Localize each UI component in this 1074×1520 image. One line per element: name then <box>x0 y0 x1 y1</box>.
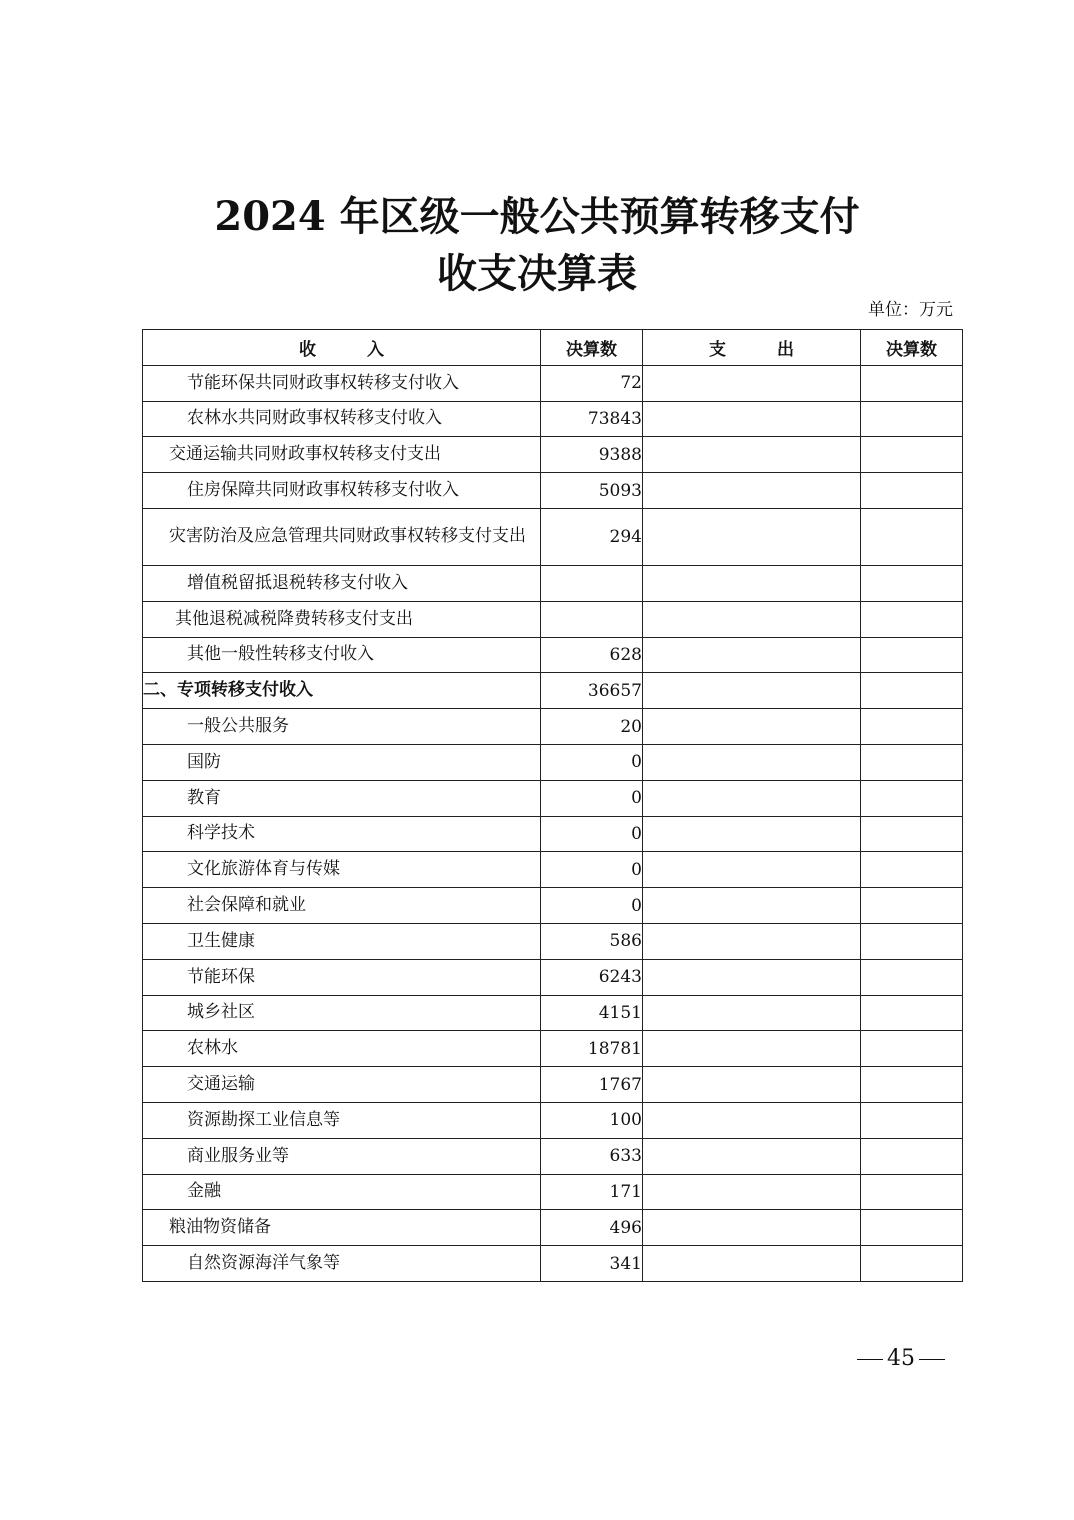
table-row <box>143 995 963 1031</box>
row-name: 城乡社区 <box>143 995 541 1031</box>
row-name: 文化旅游体育与传媒 <box>143 852 541 888</box>
table-row <box>143 1246 963 1282</box>
table-row <box>143 365 963 401</box>
row-name: 金融 <box>143 1174 541 1210</box>
row-name: 科学技术 <box>143 816 541 852</box>
row-name: 教育 <box>143 780 541 816</box>
header-expense-amount: 决算数 <box>861 330 963 366</box>
row-name: 一般公共服务 <box>143 709 541 745</box>
row-value: 72 <box>541 365 643 401</box>
expense-cell <box>643 565 861 601</box>
row-value: 0 <box>541 780 643 816</box>
row-value: 0 <box>541 816 643 852</box>
dash-right <box>919 1359 945 1360</box>
expense-amount-cell <box>861 1102 963 1138</box>
table-row <box>143 637 963 673</box>
table-row <box>143 565 963 601</box>
expense-cell <box>643 1246 861 1282</box>
expense-amount-cell <box>861 959 963 995</box>
row-value: 628 <box>541 637 643 673</box>
expense-cell <box>643 1031 861 1067</box>
expense-amount-cell <box>861 601 963 637</box>
row-value: 18781 <box>541 1031 643 1067</box>
row-name: 农林水 <box>143 1031 541 1067</box>
row-name: 其他一般性转移支付收入 <box>143 637 541 673</box>
table-row <box>143 601 963 637</box>
expense-amount-cell <box>861 473 963 509</box>
page-number-value: 45 <box>887 1346 915 1371</box>
expense-cell <box>643 744 861 780</box>
row-value: 20 <box>541 709 643 745</box>
budget-table <box>142 329 963 1282</box>
expense-amount-cell <box>861 744 963 780</box>
row-name: 增值税留抵退税转移支付收入 <box>143 565 541 601</box>
row-value: 73843 <box>541 401 643 437</box>
row-name: 农林水共同财政事权转移支付收入 <box>143 401 541 437</box>
header-income: 收 入 <box>143 330 541 366</box>
row-value: 36657 <box>541 673 643 709</box>
table-row <box>143 780 963 816</box>
expense-cell <box>643 365 861 401</box>
expense-cell <box>643 780 861 816</box>
row-value: 9388 <box>541 437 643 473</box>
expense-amount-cell <box>861 816 963 852</box>
row-name: 住房保障共同财政事权转移支付收入 <box>143 473 541 509</box>
table-row <box>143 709 963 745</box>
row-name: 社会保障和就业 <box>143 888 541 924</box>
expense-amount-cell <box>861 565 963 601</box>
table-row <box>143 888 963 924</box>
expense-cell <box>643 508 861 565</box>
expense-amount-cell <box>861 923 963 959</box>
table-row <box>143 923 963 959</box>
expense-amount-cell <box>861 508 963 565</box>
table-row <box>143 401 963 437</box>
row-name: 灾害防治及应急管理共同财政事权转移支付支出 <box>143 508 541 565</box>
expense-cell <box>643 637 861 673</box>
table-row <box>143 1031 963 1067</box>
expense-cell <box>643 995 861 1031</box>
row-value: 100 <box>541 1102 643 1138</box>
row-value: 0 <box>541 852 643 888</box>
row-name: 粮油物资储备 <box>143 1210 541 1246</box>
table-row <box>143 1102 963 1138</box>
expense-cell <box>643 816 861 852</box>
row-name: 节能环保共同财政事权转移支付收入 <box>143 365 541 401</box>
expense-amount-cell <box>861 888 963 924</box>
expense-cell <box>643 1138 861 1174</box>
row-name: 其他退税减税降费转移支付支出 <box>143 601 541 637</box>
expense-amount-cell <box>861 709 963 745</box>
row-name: 商业服务业等 <box>143 1138 541 1174</box>
expense-cell <box>643 473 861 509</box>
row-value: 496 <box>541 1210 643 1246</box>
dash-left <box>857 1359 883 1360</box>
table-row <box>143 1138 963 1174</box>
table-row <box>143 437 963 473</box>
expense-amount-cell <box>861 1174 963 1210</box>
expense-cell <box>643 1174 861 1210</box>
expense-cell <box>643 959 861 995</box>
header-income-amount: 决算数 <box>541 330 643 366</box>
expense-amount-cell <box>861 1138 963 1174</box>
expense-amount-cell <box>861 437 963 473</box>
expense-amount-cell <box>861 365 963 401</box>
table-row <box>143 473 963 509</box>
expense-cell <box>643 1102 861 1138</box>
expense-amount-cell <box>861 1210 963 1246</box>
row-name: 交通运输共同财政事权转移支付支出 <box>143 437 541 473</box>
expense-cell <box>643 437 861 473</box>
expense-cell <box>643 673 861 709</box>
expense-amount-cell <box>861 780 963 816</box>
table-row <box>143 816 963 852</box>
table-row <box>143 1174 963 1210</box>
expense-cell <box>643 601 861 637</box>
expense-cell <box>643 923 861 959</box>
expense-amount-cell <box>861 1067 963 1103</box>
row-value: 0 <box>541 888 643 924</box>
row-value <box>541 601 643 637</box>
expense-amount-cell <box>861 995 963 1031</box>
page-title-line2: 收支决算表 <box>437 250 637 297</box>
row-value: 4151 <box>541 995 643 1031</box>
expense-amount-cell <box>861 637 963 673</box>
row-value: 294 <box>541 508 643 565</box>
row-name: 卫生健康 <box>143 923 541 959</box>
expense-cell <box>643 852 861 888</box>
expense-amount-cell <box>861 852 963 888</box>
expense-cell <box>643 888 861 924</box>
table-row <box>143 673 963 709</box>
row-value: 586 <box>541 923 643 959</box>
row-name: 节能环保 <box>143 959 541 995</box>
unit-label: 单位：万元 <box>868 300 953 320</box>
row-name: 二、专项转移支付收入 <box>143 673 541 709</box>
expense-cell <box>643 709 861 745</box>
row-name: 交通运输 <box>143 1067 541 1103</box>
row-value: 0 <box>541 744 643 780</box>
page-title: 2024 年区级一般公共预算转移支付 <box>214 193 860 240</box>
table-row <box>143 959 963 995</box>
table-row <box>143 508 963 565</box>
expense-amount-cell <box>861 1031 963 1067</box>
table-row <box>143 852 963 888</box>
row-value: 5093 <box>541 473 643 509</box>
expense-cell <box>643 401 861 437</box>
table-row <box>143 1067 963 1103</box>
expense-amount-cell <box>861 1246 963 1282</box>
page-number <box>853 1344 949 1374</box>
table-row <box>143 1210 963 1246</box>
table-header-row <box>143 330 963 366</box>
row-value: 171 <box>541 1174 643 1210</box>
row-name: 自然资源海洋气象等 <box>143 1246 541 1282</box>
header-expense: 支 出 <box>643 330 861 366</box>
expense-cell <box>643 1067 861 1103</box>
row-name: 资源勘探工业信息等 <box>143 1102 541 1138</box>
row-value: 633 <box>541 1138 643 1174</box>
expense-cell <box>643 1210 861 1246</box>
expense-amount-cell <box>861 401 963 437</box>
row-value: 1767 <box>541 1067 643 1103</box>
expense-amount-cell <box>861 673 963 709</box>
row-value <box>541 565 643 601</box>
table-row <box>143 744 963 780</box>
row-name: 国防 <box>143 744 541 780</box>
row-value: 6243 <box>541 959 643 995</box>
row-value: 341 <box>541 1246 643 1282</box>
